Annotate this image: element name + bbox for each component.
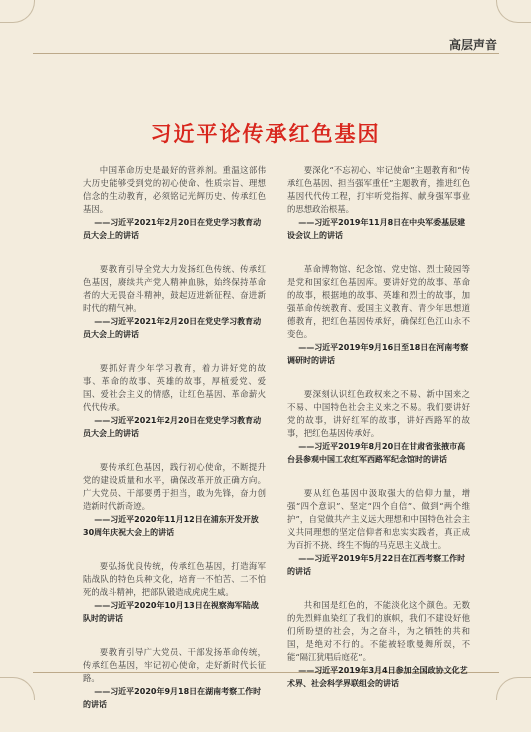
page-corner-bottom-left bbox=[0, 677, 35, 700]
quote-block bbox=[287, 388, 470, 466]
quote-text: 要抓好青少年学习教育，着力讲好党的故事、革命的故事、英雄的故事，厚植爱党、爱国、爱社会主义的情感，让红色基因、革命薪火代代传承。 bbox=[83, 363, 266, 412]
quote-source: ——习近平2020年11月12日在浦东开发开放30周年庆祝大会上的讲话 bbox=[83, 515, 259, 537]
quote-source: ——习近平2019年3月4日参加全国政协文化艺术界、社会科学界联组会的讲话 bbox=[287, 666, 468, 688]
quote-block bbox=[83, 362, 266, 440]
left-column bbox=[83, 164, 266, 732]
quote-source: ——习近平2020年10月13日在视察海军陆战队时的讲话 bbox=[83, 601, 259, 623]
quote-source: ——习近平2019年8月20日在甘肃省张掖市高台县参观中国工农红军西路军纪念馆时的讲话 bbox=[287, 442, 466, 464]
page-corner-top-right bbox=[496, 0, 531, 23]
quote-block bbox=[287, 164, 470, 242]
quote-text: 要传承红色基因，践行初心使命，不断提升党的建设质量和水平，确保改革开放正确方向。广大党员、干部要勇于担当，敢为先锋，奋力创造新时代新奇迹。 bbox=[83, 462, 266, 511]
quote-source: ——习近平2020年9月18日在湖南考察工作时的讲话 bbox=[83, 687, 262, 709]
quote-block bbox=[83, 263, 266, 341]
quote-source: ——习近平2021年2月20日在党史学习教育动员大会上的讲话 bbox=[83, 317, 262, 339]
page-corner-top-left bbox=[0, 0, 35, 23]
quote-source: ——习近平2019年9月16日至18日在河南考察调研时的讲话 bbox=[287, 343, 469, 365]
quote-source: ——习近平2019年5月22日在江西考察工作时的讲话 bbox=[287, 554, 466, 576]
quote-source: ——习近平2021年2月20日在党史学习教育动员大会上的讲话 bbox=[83, 416, 262, 438]
quote-source: ——习近平2019年11月8日在中央军委基层建设会议上的讲话 bbox=[287, 218, 466, 240]
quote-text: 共和国是红色的，不能淡化这个颜色。无数的先烈鲜血染红了我们的旗帜，我们不建设好他们所盼望的社会，为之奋斗，为之牺牲的共和国，是绝对不行的。不能被轻歌曼舞所误，不能“隔江犹唱后庭花”。 bbox=[287, 600, 470, 662]
quote-block bbox=[287, 487, 470, 578]
quote-block bbox=[83, 461, 266, 539]
article-title: 习近平论传承红色基因 bbox=[150, 122, 381, 146]
quote-block bbox=[287, 263, 470, 367]
quote-text: 要教育引导全党大力发扬红色传统、传承红色基因，赓续共产党人精神血脉，始终保持革命者的大无畏奋斗精神，鼓起迈进新征程、奋进新时代的精气神。 bbox=[83, 264, 266, 313]
right-column bbox=[287, 164, 470, 711]
quote-text: 要弘扬优良传统，传承红色基因，打造海军陆战队的特色兵种文化，培育一不怕苦、二不怕死的战斗精神，把部队锻造成虎虎生威。 bbox=[83, 561, 266, 597]
quote-source: ——习近平2021年2月20日在党史学习教育动员大会上的讲话 bbox=[83, 218, 262, 240]
quote-block bbox=[83, 560, 266, 625]
quote-text: 要从红色基因中汲取强大的信仰力量，增强“四个意识”、坚定“四个自信”、做到“两个维护”，自觉做共产主义远大理想和中国特色社会主义共同理想的坚定信仰者和忠实实践者，真正成为百折不挠、终生不悔的马克思主义战士。 bbox=[287, 488, 470, 550]
quote-text: 要教育引导广大党员、干部发扬革命传统，传承红色基因，牢记初心使命，走好新时代长征路。 bbox=[83, 647, 266, 683]
quote-block bbox=[83, 164, 266, 242]
quote-block bbox=[83, 646, 266, 711]
quote-text: 中国革命历史是最好的营养剂。重温这部伟大历史能够受到党的初心使命、性质宗旨、理想信念的生动教育，必须铭记光辉历史、传承红色基因。 bbox=[83, 165, 266, 214]
section-label: 高层声音 bbox=[448, 38, 497, 52]
quote-block bbox=[287, 599, 470, 690]
page-corner-bottom-right bbox=[496, 677, 531, 700]
quote-text: 要深刻认识红色政权来之不易、新中国来之不易、中国特色社会主义来之不易。我们要讲好党的故事，讲好红军的故事，讲好西路军的故事，把红色基因传承好。 bbox=[287, 389, 470, 438]
quote-text: 革命博物馆、纪念馆、党史馆、烈士陵园等是党和国家红色基因库。要讲好党的故事、革命的故事，根据地的故事、英雄和烈士的故事，加强革命传统教育、爱国主义教育、青少年思想道德教育，把红色基因传承好，确保红色江山永不变色。 bbox=[287, 264, 470, 339]
quote-text: 要深化“不忘初心、牢记使命”主题教育和“传承红色基因、担当强军重任”主题教育，推进红色基因代代传工程，打牢听党指挥、献身强军事业的思想政治根基。 bbox=[287, 165, 470, 214]
